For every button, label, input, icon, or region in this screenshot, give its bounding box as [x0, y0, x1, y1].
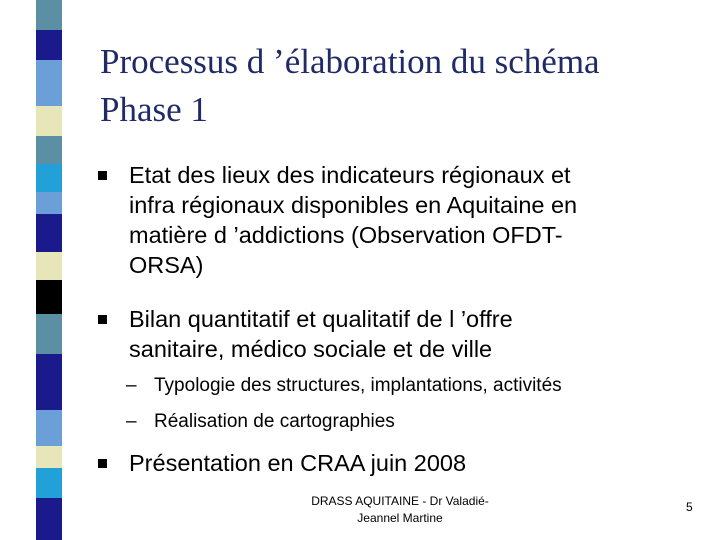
bullet-text: matière d ’addictions (Observation OFDT-	[129, 222, 563, 248]
stripe-block	[36, 60, 62, 106]
bullet-text: ORSA)	[129, 252, 204, 278]
bullet-text: sanitaire, médico sociale et de ville	[129, 336, 493, 362]
bullet-text: infra régionaux disponibles en Aquitaine en	[129, 192, 578, 218]
footer-line: Jeannel Martine	[357, 511, 443, 525]
stripe-block	[36, 252, 62, 280]
stripe-block	[36, 410, 62, 446]
stripe-block	[36, 30, 62, 60]
stripe-block	[36, 280, 62, 314]
stripe-block	[36, 214, 62, 252]
page-number: 5	[686, 500, 693, 514]
sub-bullet-item	[126, 371, 562, 401]
bullet-marker	[98, 171, 107, 180]
bullet-text: Bilan quantitatif et qualitatif de l ’offre	[129, 306, 513, 332]
stripe-block	[36, 192, 62, 214]
slide-footer	[270, 493, 530, 527]
stripe-block	[36, 136, 62, 164]
bullet-marker	[98, 315, 107, 324]
bullet-text: Etat des lieux des indicateurs régionaux et	[129, 162, 571, 188]
stripe-block	[36, 314, 62, 354]
stripe-block	[36, 498, 62, 540]
sub-bullet-text: Typologie des structures, implantations, activités	[154, 375, 562, 396]
title-line: Phase 1	[100, 90, 208, 129]
sub-bullet-dash: –	[126, 375, 137, 396]
sub-bullet-item	[126, 407, 395, 437]
stripe-block	[36, 354, 62, 410]
bullet-text: Présentation en CRAA juin 2008	[129, 450, 467, 476]
stripe-block	[36, 0, 62, 30]
slide-title	[100, 38, 700, 134]
decorative-stripe	[0, 0, 62, 540]
sub-bullet-text: Réalisation de cartographies	[154, 411, 395, 432]
stripe-block	[36, 446, 62, 468]
footer-line: DRASS AQUITAINE - Dr Valadié-	[311, 494, 489, 508]
sub-bullet-dash: –	[126, 411, 137, 432]
stripe-block	[36, 164, 62, 192]
stripe-block	[36, 106, 62, 136]
stripe-block	[36, 468, 62, 498]
title-line: Processus d ’élaboration du schéma	[100, 42, 600, 81]
bullet-marker	[98, 459, 107, 468]
